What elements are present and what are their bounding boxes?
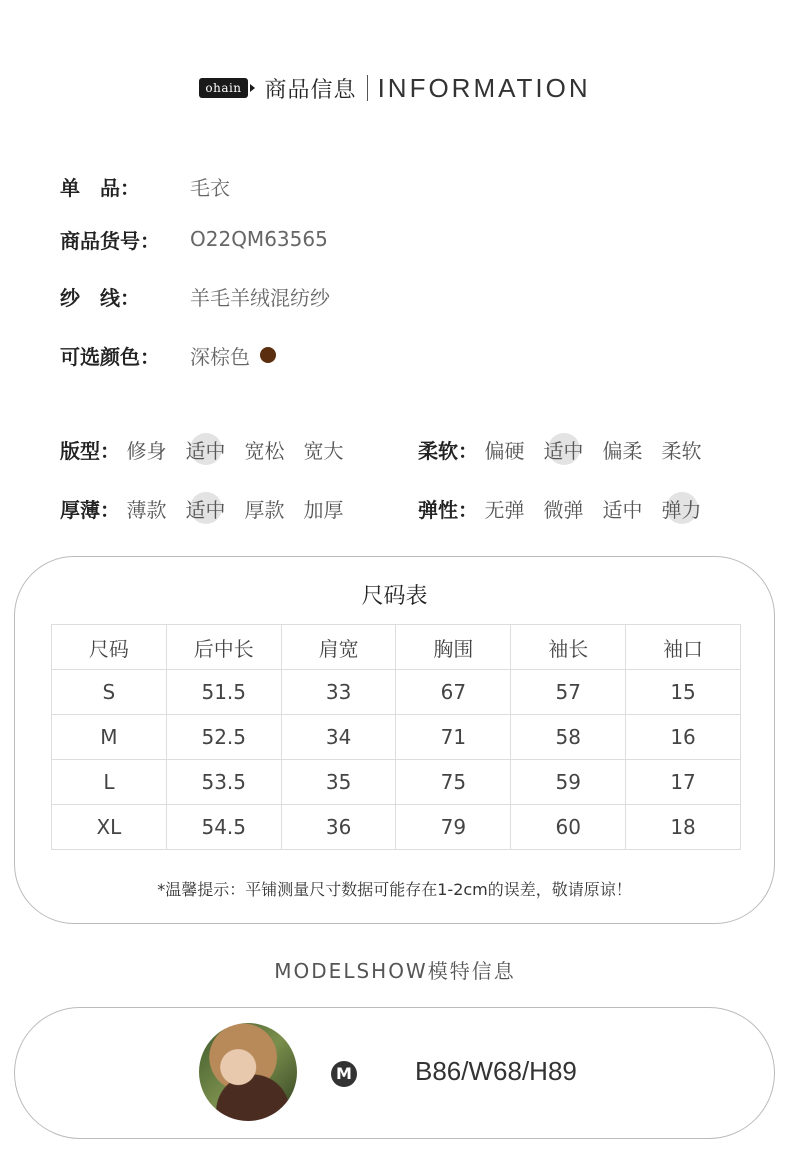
brand-logo: ohain [199, 78, 247, 98]
model-card [14, 1007, 775, 1139]
info-row-item [60, 171, 230, 201]
table-cell: 36 [281, 805, 396, 850]
table-cell: 51.5 [166, 670, 281, 715]
attr-option[interactable]: 微弹 [543, 497, 584, 522]
size-chart-title: 尺码表 [361, 584, 428, 609]
table-cell: 67 [396, 670, 511, 715]
info-label [60, 225, 190, 254]
attr-option[interactable]: 宽松 [244, 438, 285, 463]
table-cell: 34 [281, 715, 396, 760]
table-cell: 79 [396, 805, 511, 850]
size-chart-card [14, 556, 775, 924]
attr-row-fit [60, 433, 362, 465]
table-cell: S [52, 670, 167, 715]
info-label-text: 商品货号： [60, 228, 160, 253]
size-note: *温馨提示：平铺测量尺寸数据可能存在1-2cm的误差，敬请原谅！ [157, 880, 632, 899]
info-label-text: 纱 线： [60, 285, 140, 310]
size-table [51, 624, 741, 850]
info-value: 深棕色 [190, 344, 250, 369]
info-label-text: 可选颜色： [60, 344, 160, 369]
model-measurements: B86/W68/H89 [415, 1056, 577, 1086]
header-title-en: INFORMATION [377, 72, 591, 103]
attr-option[interactable]: 适中 [185, 494, 226, 523]
info-value: 羊毛羊绒混纺纱 [190, 285, 330, 310]
attr-option[interactable]: 适中 [543, 435, 584, 464]
attr-option[interactable]: 适中 [185, 435, 226, 464]
info-row-color [60, 340, 276, 370]
header-divider [367, 75, 368, 101]
attr-option[interactable]: 厚款 [244, 497, 285, 522]
attr-option[interactable]: 弹力 [661, 494, 702, 523]
color-swatch[interactable] [260, 347, 276, 363]
table-header-cell: 肩宽 [281, 625, 396, 670]
table-cell: 16 [626, 715, 741, 760]
table-header-cell: 袖长 [511, 625, 626, 670]
attr-row-elasticity [418, 492, 720, 524]
table-cell: L [52, 760, 167, 805]
info-label-text: 单 品： [60, 175, 140, 200]
table-cell: XL [52, 805, 167, 850]
table-cell: 60 [511, 805, 626, 850]
attr-option[interactable]: 修身 [126, 438, 167, 463]
table-cell: 54.5 [166, 805, 281, 850]
table-body [52, 670, 741, 850]
attr-option[interactable]: 偏硬 [484, 438, 525, 463]
table-header-cell: 尺码 [52, 625, 167, 670]
table-cell: M [52, 715, 167, 760]
info-label [60, 282, 190, 311]
info-row-yarn [60, 281, 330, 311]
table-cell: 75 [396, 760, 511, 805]
attr-row-thickness [60, 492, 362, 524]
table-cell: 57 [511, 670, 626, 715]
attr-option[interactable]: 偏柔 [602, 438, 643, 463]
model-size-badge: M [331, 1061, 357, 1087]
attr-option[interactable]: 加厚 [303, 497, 344, 522]
info-value: O22QM63565 [190, 227, 328, 251]
attr-option[interactable]: 无弹 [484, 497, 525, 522]
table-cell: 35 [281, 760, 396, 805]
model-section-title: MODELSHOW模特信息 [274, 959, 516, 983]
table-cell: 53.5 [166, 760, 281, 805]
table-cell: 17 [626, 760, 741, 805]
table-cell: 52.5 [166, 715, 281, 760]
table-cell: 58 [511, 715, 626, 760]
info-label [60, 341, 190, 370]
info-label [60, 172, 190, 201]
table-row [52, 760, 741, 805]
attr-option[interactable]: 薄款 [126, 497, 167, 522]
table-cell: 59 [511, 760, 626, 805]
table-cell: 71 [396, 715, 511, 760]
attr-label: 厚薄： [60, 497, 120, 522]
info-row-sku [60, 224, 328, 254]
table-row [52, 670, 741, 715]
table-row [52, 805, 741, 850]
attr-option[interactable]: 宽大 [303, 438, 344, 463]
info-value: 毛衣 [190, 175, 230, 200]
attr-label: 弹性： [418, 497, 478, 522]
table-header-cell: 胸围 [396, 625, 511, 670]
attr-row-softness [418, 433, 720, 465]
attr-label: 版型： [60, 438, 120, 463]
section-header [0, 70, 790, 106]
model-avatar [199, 1023, 297, 1121]
table-header-cell: 袖口 [626, 625, 741, 670]
table-cell: 33 [281, 670, 396, 715]
table-header-row [52, 625, 741, 670]
header-title-cn: 商品信息 [264, 77, 357, 103]
attr-option[interactable]: 柔软 [661, 438, 702, 463]
attr-option[interactable]: 适中 [602, 497, 643, 522]
table-row [52, 715, 741, 760]
table-cell: 15 [626, 670, 741, 715]
table-cell: 18 [626, 805, 741, 850]
play-arrow-icon [250, 84, 255, 92]
table-header-cell: 后中长 [166, 625, 281, 670]
attr-label: 柔软： [418, 438, 478, 463]
